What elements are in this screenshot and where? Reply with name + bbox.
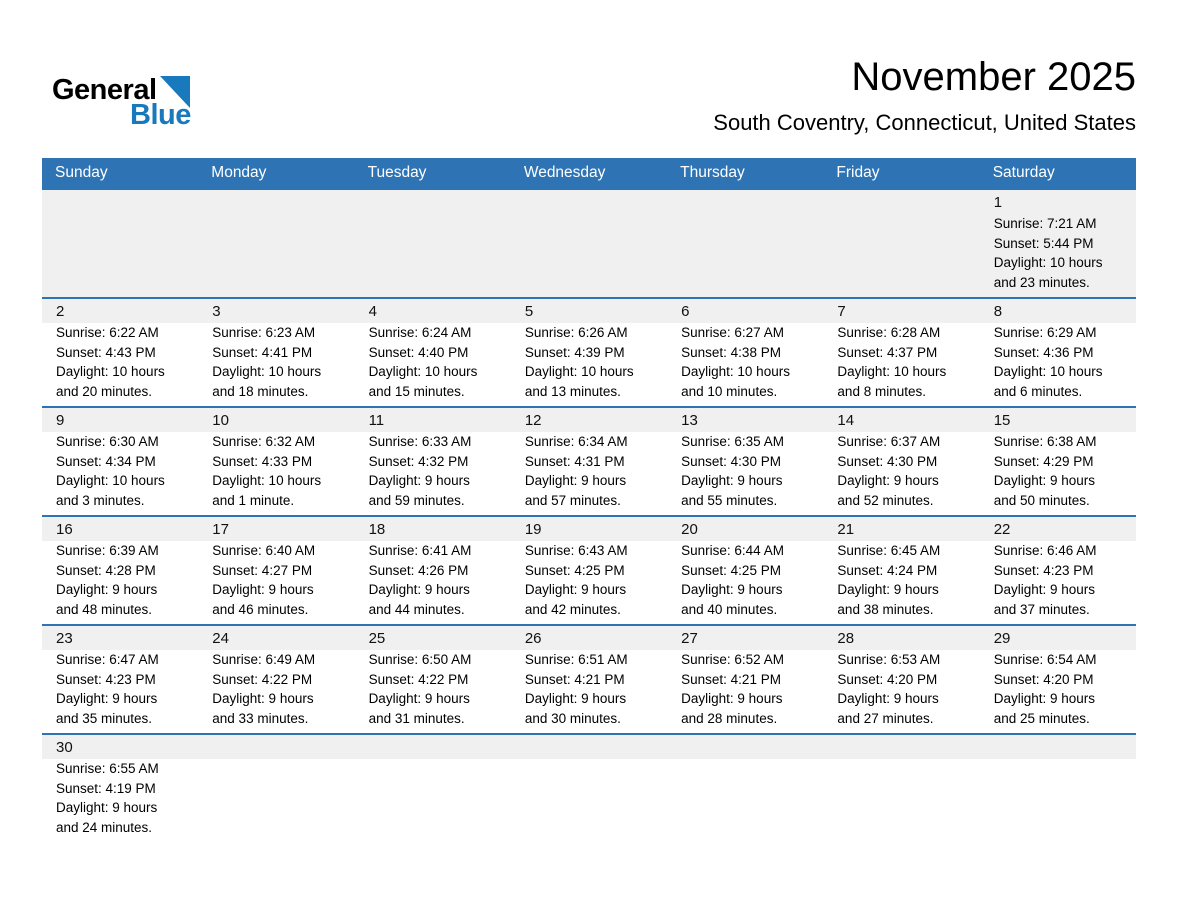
week-row	[42, 297, 1136, 406]
day-info-line: and 8 minutes.	[837, 383, 926, 399]
day-info-line: Sunrise: 6:54 AM	[993, 652, 1097, 667]
day-info-line: and 57 minutes.	[524, 492, 621, 508]
empty-day-cell	[980, 735, 1136, 842]
day-cell	[511, 626, 667, 733]
day-cell	[42, 408, 198, 515]
weekday-sunday: Sunday	[55, 164, 108, 181]
day-number: 20	[667, 517, 823, 541]
day-info-line: Sunrise: 6:39 AM	[56, 543, 159, 558]
day-info-line: Sunset: 4:34 PM	[56, 453, 156, 469]
day-info-line: and 55 minutes.	[681, 492, 778, 508]
day-info-line: and 30 minutes.	[524, 710, 621, 726]
weekday-friday: Friday	[836, 164, 880, 181]
day-info-line: Daylight: 10 hours	[993, 255, 1103, 270]
day-number: 17	[198, 517, 354, 541]
day-info-line: Sunset: 4:43 PM	[56, 344, 156, 360]
day-cell	[198, 517, 354, 624]
weekday-tuesday: Tuesday	[367, 164, 427, 181]
day-info-line: Daylight: 10 hours	[993, 364, 1103, 379]
day-info-line: Sunset: 4:30 PM	[681, 453, 781, 469]
day-info-line: Sunset: 4:41 PM	[212, 344, 313, 360]
day-info-line: Sunset: 4:22 PM	[368, 671, 469, 687]
day-cell	[823, 517, 979, 624]
day-info-line: Sunset: 4:19 PM	[56, 780, 156, 796]
day-info-line: and 25 minutes.	[993, 710, 1090, 726]
weekday-wednesday: Wednesday	[523, 164, 606, 181]
day-info-line: Sunset: 4:25 PM	[524, 562, 625, 578]
day-number: 24	[198, 626, 354, 650]
day-cell	[667, 517, 823, 624]
day-cell	[42, 626, 198, 733]
day-info-line: Daylight: 9 hours	[368, 691, 470, 706]
day-info-line: Sunrise: 6:45 AM	[837, 543, 941, 558]
day-info-line: and 31 minutes.	[368, 710, 465, 726]
day-info-line: and 1 minute.	[212, 492, 295, 508]
day-number	[511, 190, 667, 214]
day-number: 21	[823, 517, 979, 541]
day-info-line: Sunrise: 6:27 AM	[681, 325, 784, 340]
day-info-line: Sunset: 4:25 PM	[681, 562, 781, 578]
day-info-line: and 48 minutes.	[56, 601, 153, 617]
day-number: 5	[511, 299, 667, 323]
day-info-line: Sunrise: 6:23 AM	[212, 325, 316, 340]
day-cell	[198, 626, 354, 733]
day-info-line: Daylight: 10 hours	[837, 364, 947, 379]
day-info-line: and 3 minutes.	[56, 492, 145, 508]
day-number: 2	[42, 299, 198, 323]
day-info-line: and 18 minutes.	[212, 383, 309, 399]
day-info-line: and 13 minutes.	[524, 383, 621, 399]
day-info-line: and 20 minutes.	[56, 383, 153, 399]
weekday-saturday: Saturday	[992, 164, 1055, 181]
day-number: 9	[42, 408, 198, 432]
day-number	[355, 735, 511, 759]
day-cell	[667, 626, 823, 733]
day-info-line: Sunrise: 6:24 AM	[368, 325, 472, 340]
day-info-line: Daylight: 10 hours	[212, 473, 322, 488]
day-info-line: Sunrise: 6:29 AM	[993, 325, 1097, 340]
day-number: 28	[823, 626, 979, 650]
day-info-line: and 52 minutes.	[837, 492, 934, 508]
day-info-line: Daylight: 9 hours	[212, 691, 314, 706]
day-info-line: Sunset: 4:21 PM	[681, 671, 781, 687]
day-info-line: and 24 minutes.	[56, 819, 153, 835]
day-info-line: and 27 minutes.	[837, 710, 934, 726]
day-info-line: Sunrise: 6:49 AM	[212, 652, 316, 667]
day-number: 10	[198, 408, 354, 432]
day-info-line: and 6 minutes.	[993, 383, 1083, 399]
day-info-line: Daylight: 9 hours	[524, 473, 627, 488]
day-info-line: Daylight: 10 hours	[524, 364, 634, 379]
day-info-line: Sunset: 4:23 PM	[993, 562, 1094, 578]
general-blue-logo	[52, 76, 191, 130]
day-info-line: Daylight: 9 hours	[524, 582, 627, 597]
day-cell	[980, 190, 1136, 297]
day-info-line: and 23 minutes.	[993, 274, 1090, 290]
day-info-line: Sunrise: 6:41 AM	[368, 543, 472, 558]
day-info-line: Daylight: 9 hours	[524, 691, 627, 706]
day-info-line: Sunrise: 6:40 AM	[212, 543, 316, 558]
day-info-line: Daylight: 9 hours	[837, 473, 939, 488]
day-cell	[355, 517, 511, 624]
empty-day-cell	[823, 735, 979, 842]
day-info-line: Sunrise: 6:38 AM	[993, 434, 1097, 449]
day-cell	[823, 626, 979, 733]
day-info-line: Sunrise: 6:37 AM	[837, 434, 941, 449]
empty-day-cell	[511, 190, 667, 297]
day-number: 29	[980, 626, 1136, 650]
day-info-line: Sunset: 5:44 PM	[993, 235, 1094, 251]
logo-text-general: General	[52, 74, 157, 106]
day-number: 14	[823, 408, 979, 432]
day-info-line: Sunset: 4:24 PM	[837, 562, 938, 578]
day-number: 3	[198, 299, 354, 323]
day-info-line: Daylight: 9 hours	[993, 473, 1096, 488]
day-info-line: Sunset: 4:33 PM	[212, 453, 313, 469]
day-info-line: Daylight: 9 hours	[56, 691, 158, 706]
week-row	[42, 188, 1136, 297]
day-number: 1	[993, 194, 1003, 211]
day-info-line: Daylight: 9 hours	[56, 582, 158, 597]
day-info-line: Sunset: 4:37 PM	[837, 344, 938, 360]
day-info-line: Sunrise: 6:35 AM	[681, 434, 784, 449]
day-number: 4	[355, 299, 511, 323]
day-info-line: Sunset: 4:21 PM	[524, 671, 625, 687]
week-row	[42, 624, 1136, 733]
day-number: 18	[355, 517, 511, 541]
day-number	[42, 190, 198, 214]
day-info-line: Daylight: 9 hours	[212, 582, 314, 597]
day-info-line: Sunrise: 6:43 AM	[524, 543, 628, 558]
day-cell	[42, 735, 198, 842]
day-info-line: and 33 minutes.	[212, 710, 309, 726]
day-number: 7	[823, 299, 979, 323]
day-info-line: Daylight: 9 hours	[993, 691, 1096, 706]
day-number	[667, 735, 823, 759]
day-number: 16	[42, 517, 198, 541]
day-number	[823, 190, 979, 214]
day-number: 13	[667, 408, 823, 432]
day-info-line: Daylight: 9 hours	[681, 473, 783, 488]
empty-day-cell	[355, 190, 511, 297]
day-info-line: and 46 minutes.	[212, 601, 309, 617]
day-cell	[511, 517, 667, 624]
day-info-line: Sunset: 4:20 PM	[993, 671, 1094, 687]
week-row	[42, 406, 1136, 515]
day-info-line: Sunrise: 6:32 AM	[212, 434, 316, 449]
day-info-line: Sunrise: 6:52 AM	[681, 652, 784, 667]
day-info-line: Sunrise: 6:22 AM	[56, 325, 159, 340]
day-number	[823, 735, 979, 759]
day-number: 15	[980, 408, 1136, 432]
day-cell	[823, 408, 979, 515]
day-info-line: Daylight: 9 hours	[681, 691, 783, 706]
day-cell	[42, 517, 198, 624]
day-info-line: and 50 minutes.	[993, 492, 1090, 508]
week-row	[42, 515, 1136, 624]
empty-day-cell	[198, 735, 354, 842]
day-info-line: and 59 minutes.	[368, 492, 465, 508]
day-info-line: and 15 minutes.	[368, 383, 465, 399]
weekday-thursday: Thursday	[680, 164, 745, 181]
day-info-line: Daylight: 10 hours	[681, 364, 790, 379]
day-number	[511, 735, 667, 759]
day-info-line: Sunrise: 6:53 AM	[837, 652, 941, 667]
day-info-line: Sunset: 4:20 PM	[837, 671, 938, 687]
day-info-line: Sunset: 4:22 PM	[212, 671, 313, 687]
day-number	[667, 190, 823, 214]
day-number: 6	[667, 299, 823, 323]
day-cell	[511, 299, 667, 406]
day-number: 30	[42, 735, 198, 759]
day-number: 11	[355, 408, 511, 432]
day-cell	[355, 408, 511, 515]
empty-day-cell	[667, 190, 823, 297]
week-row	[42, 733, 1136, 842]
empty-day-cell	[511, 735, 667, 842]
day-info-line: Daylight: 9 hours	[368, 473, 470, 488]
logo-text-blue: Blue	[130, 99, 191, 131]
weeks-grid	[42, 188, 1136, 842]
day-info-line: Sunset: 4:29 PM	[993, 453, 1094, 469]
day-info-line: Sunset: 4:38 PM	[681, 344, 781, 360]
day-number	[355, 190, 511, 214]
day-cell	[980, 517, 1136, 624]
day-cell	[667, 408, 823, 515]
day-cell	[355, 299, 511, 406]
day-cell	[511, 408, 667, 515]
title-block	[713, 55, 1136, 136]
empty-day-cell	[667, 735, 823, 842]
day-info-line: Daylight: 9 hours	[368, 582, 470, 597]
day-cell	[980, 626, 1136, 733]
day-cell	[823, 299, 979, 406]
day-info-line: Sunset: 4:26 PM	[368, 562, 469, 578]
calendar	[42, 158, 1136, 842]
day-info-line: Sunrise: 6:46 AM	[993, 543, 1097, 558]
day-cell	[198, 299, 354, 406]
day-info-line: and 42 minutes.	[524, 601, 621, 617]
weekday-monday: Monday	[211, 164, 267, 181]
day-info-line: Sunrise: 6:55 AM	[56, 761, 159, 776]
day-info-line: Sunset: 4:23 PM	[56, 671, 156, 687]
day-number: 23	[42, 626, 198, 650]
day-number: 12	[511, 408, 667, 432]
day-info-line: Sunset: 4:27 PM	[212, 562, 313, 578]
day-info-line: Sunset: 4:39 PM	[524, 344, 625, 360]
day-info-line: and 35 minutes.	[56, 710, 153, 726]
page-header	[0, 0, 1188, 158]
empty-day-cell	[198, 190, 354, 297]
day-info-line: Sunset: 4:31 PM	[524, 453, 625, 469]
day-info-line: Sunrise: 6:33 AM	[368, 434, 472, 449]
day-info-line: Daylight: 10 hours	[368, 364, 478, 379]
day-info-line: Sunset: 4:30 PM	[837, 453, 938, 469]
day-info-line: and 37 minutes.	[993, 601, 1090, 617]
day-info-line: Daylight: 9 hours	[837, 691, 939, 706]
day-number	[198, 190, 354, 214]
day-info-line: and 40 minutes.	[681, 601, 778, 617]
day-cell	[198, 408, 354, 515]
day-cell	[355, 626, 511, 733]
day-info-line: Sunrise: 6:34 AM	[524, 434, 628, 449]
empty-day-cell	[355, 735, 511, 842]
day-info-line: Daylight: 10 hours	[56, 473, 165, 488]
day-number: 8	[980, 299, 1136, 323]
day-info-line: Sunset: 4:32 PM	[368, 453, 469, 469]
day-info-line: and 38 minutes.	[837, 601, 934, 617]
day-info-line: Sunset: 4:36 PM	[993, 344, 1094, 360]
day-number	[198, 735, 354, 759]
day-info-line: Sunrise: 6:47 AM	[56, 652, 159, 667]
day-number: 19	[511, 517, 667, 541]
day-cell	[667, 299, 823, 406]
day-info-line: Daylight: 9 hours	[993, 582, 1096, 597]
day-number	[980, 735, 1136, 759]
day-info-line: Sunrise: 6:30 AM	[56, 434, 159, 449]
day-number: 22	[980, 517, 1136, 541]
empty-day-cell	[823, 190, 979, 297]
day-number: 25	[355, 626, 511, 650]
day-info-line: Sunrise: 6:50 AM	[368, 652, 472, 667]
day-info-line: Sunrise: 7:21 AM	[993, 216, 1097, 231]
day-info-line: Sunrise: 6:26 AM	[524, 325, 628, 340]
day-info-line: Daylight: 9 hours	[681, 582, 783, 597]
month-title: November 2025	[851, 55, 1136, 99]
day-info-line: Daylight: 9 hours	[837, 582, 939, 597]
day-cell	[980, 299, 1136, 406]
day-info-line: Sunset: 4:40 PM	[368, 344, 469, 360]
day-cell	[980, 408, 1136, 515]
weekday-header-row	[42, 158, 1136, 188]
day-info-line: Sunrise: 6:44 AM	[681, 543, 784, 558]
day-cell	[42, 299, 198, 406]
location-subtitle: South Coventry, Connecticut, United States	[713, 110, 1136, 135]
day-info-line: Daylight: 10 hours	[212, 364, 322, 379]
day-info-line: Daylight: 10 hours	[56, 364, 165, 379]
day-info-line: Sunrise: 6:51 AM	[524, 652, 628, 667]
day-info-line: and 10 minutes.	[681, 383, 778, 399]
day-number: 27	[667, 626, 823, 650]
day-info-line: Sunrise: 6:28 AM	[837, 325, 941, 340]
day-info-line: and 44 minutes.	[368, 601, 465, 617]
empty-day-cell	[42, 190, 198, 297]
day-info-line: and 28 minutes.	[681, 710, 778, 726]
day-info-line: Daylight: 9 hours	[56, 800, 158, 815]
day-number: 26	[511, 626, 667, 650]
day-info-line: Sunset: 4:28 PM	[56, 562, 156, 578]
